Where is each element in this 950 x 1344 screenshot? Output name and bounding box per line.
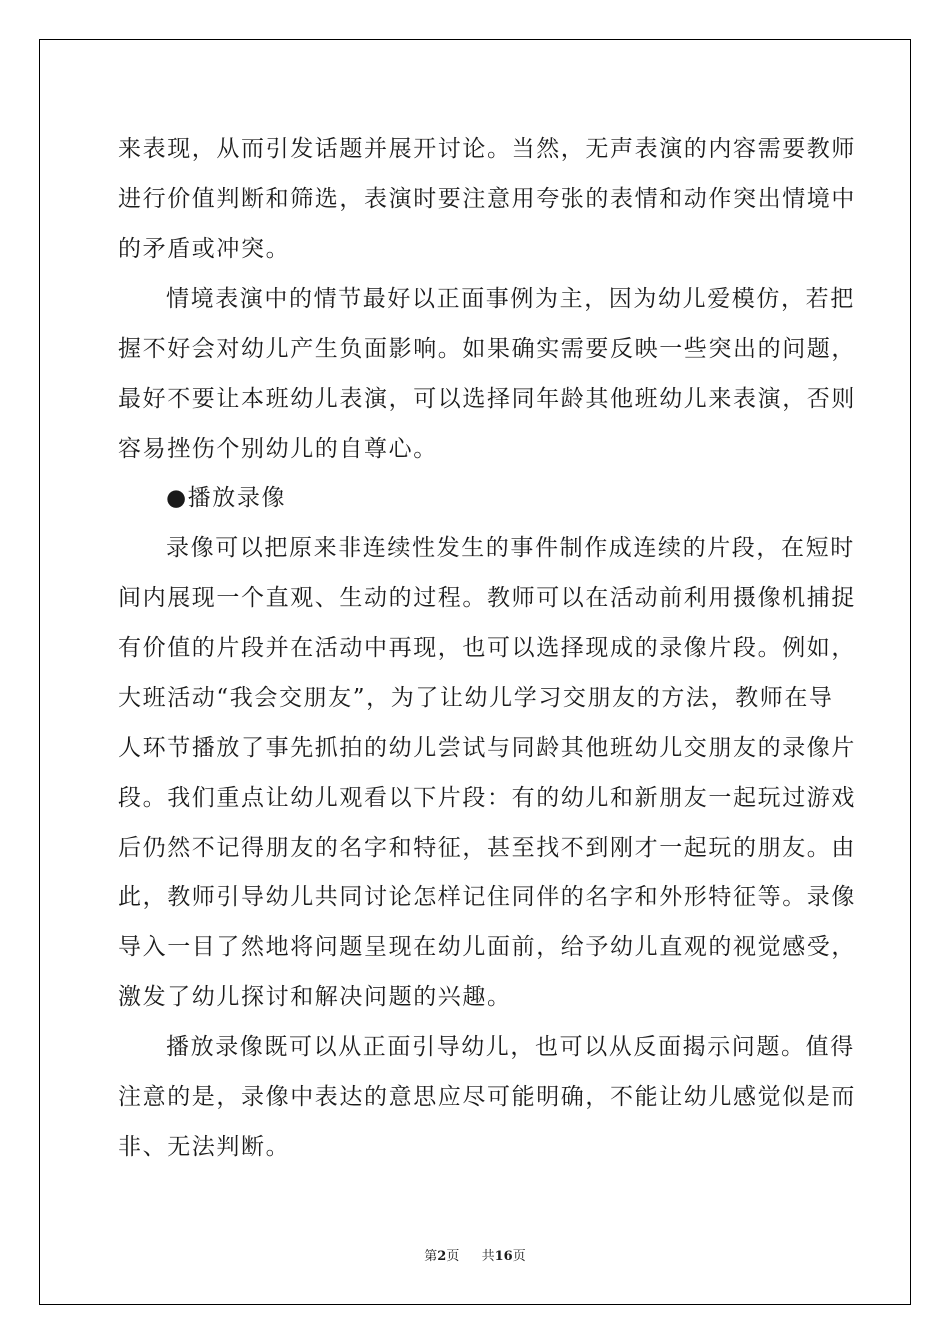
text-line: 后仍然不记得朋友的名字和特征，甚至找不到刚才一起玩的朋友。由 [118, 835, 856, 861]
page-prefix: 第 [424, 1249, 438, 1264]
text-line: 来表现，从而引发话题并展开讨论。当然，无声表演的内容需要教师 [118, 136, 856, 162]
total-pages: 16 [494, 1249, 513, 1264]
total-prefix: 共 [481, 1249, 495, 1264]
text-line: 激发了幼儿探讨和解决问题的兴趣。 [118, 984, 512, 1010]
text-line: 注意的是，录像中表达的意思应尽可能明确，不能让幼儿感觉似是而 [118, 1084, 856, 1110]
text-line: 进行价值判断和筛选，表演时要注意用夸张的表情和动作突出情境中 [118, 186, 856, 212]
text-line: 此，教师引导幼儿共同讨论怎样记住同伴的名字和外形特征等。录像 [118, 884, 856, 910]
text-line: 的矛盾或冲突。 [118, 236, 291, 262]
text-line: 容易挫伤个别幼儿的自尊心。 [118, 436, 438, 462]
page-suffix: 页 [446, 1249, 460, 1264]
text-line: 间内展现一个直观、生动的过程。教师可以在活动前利用摄像机捕捉 [118, 585, 856, 611]
text-line: 大班活动“我会交朋友”，为了让幼儿学习交朋友的方法，教师在导 [118, 685, 834, 711]
text-line: 握不好会对幼儿产生负面影响。如果确实需要反映一些突出的问题， [118, 336, 856, 362]
text-line: 导入一目了然地将问题呈现在幼儿面前，给予幼儿直观的视觉感受， [118, 934, 856, 960]
text-line: 段。我们重点让幼儿观看以下片段：有的幼儿和新朋友一起玩过游戏 [118, 785, 856, 811]
text-line: 最好不要让本班幼儿表演，可以选择同年龄其他班幼儿来表演，否则 [118, 386, 856, 412]
paragraph-first-line: 情境表演中的情节最好以正面事例为主，因为幼儿爱模仿，若把 [166, 286, 855, 312]
text-line: 非、无法判断。 [118, 1134, 291, 1160]
text-line: 人环节播放了事先抓拍的幼儿尝试与同龄其他班幼儿交朋友的录像片 [118, 735, 856, 761]
text-line: 有价值的片段并在活动中再现，也可以选择现成的录像片段。例如， [118, 635, 856, 661]
total-suffix: 页 [512, 1249, 526, 1264]
page-footer [0, 1245, 950, 1264]
paragraph-first-line: 播放录像既可以从正面引导幼儿，也可以从反面揭示问题。值得 [166, 1034, 855, 1060]
paragraph-first-line: 录像可以把原来非连续性发生的事件制作成连续的片段，在短时 [166, 535, 855, 561]
page-number: 2 [437, 1249, 447, 1264]
section-heading: ●播放录像 [166, 485, 287, 511]
